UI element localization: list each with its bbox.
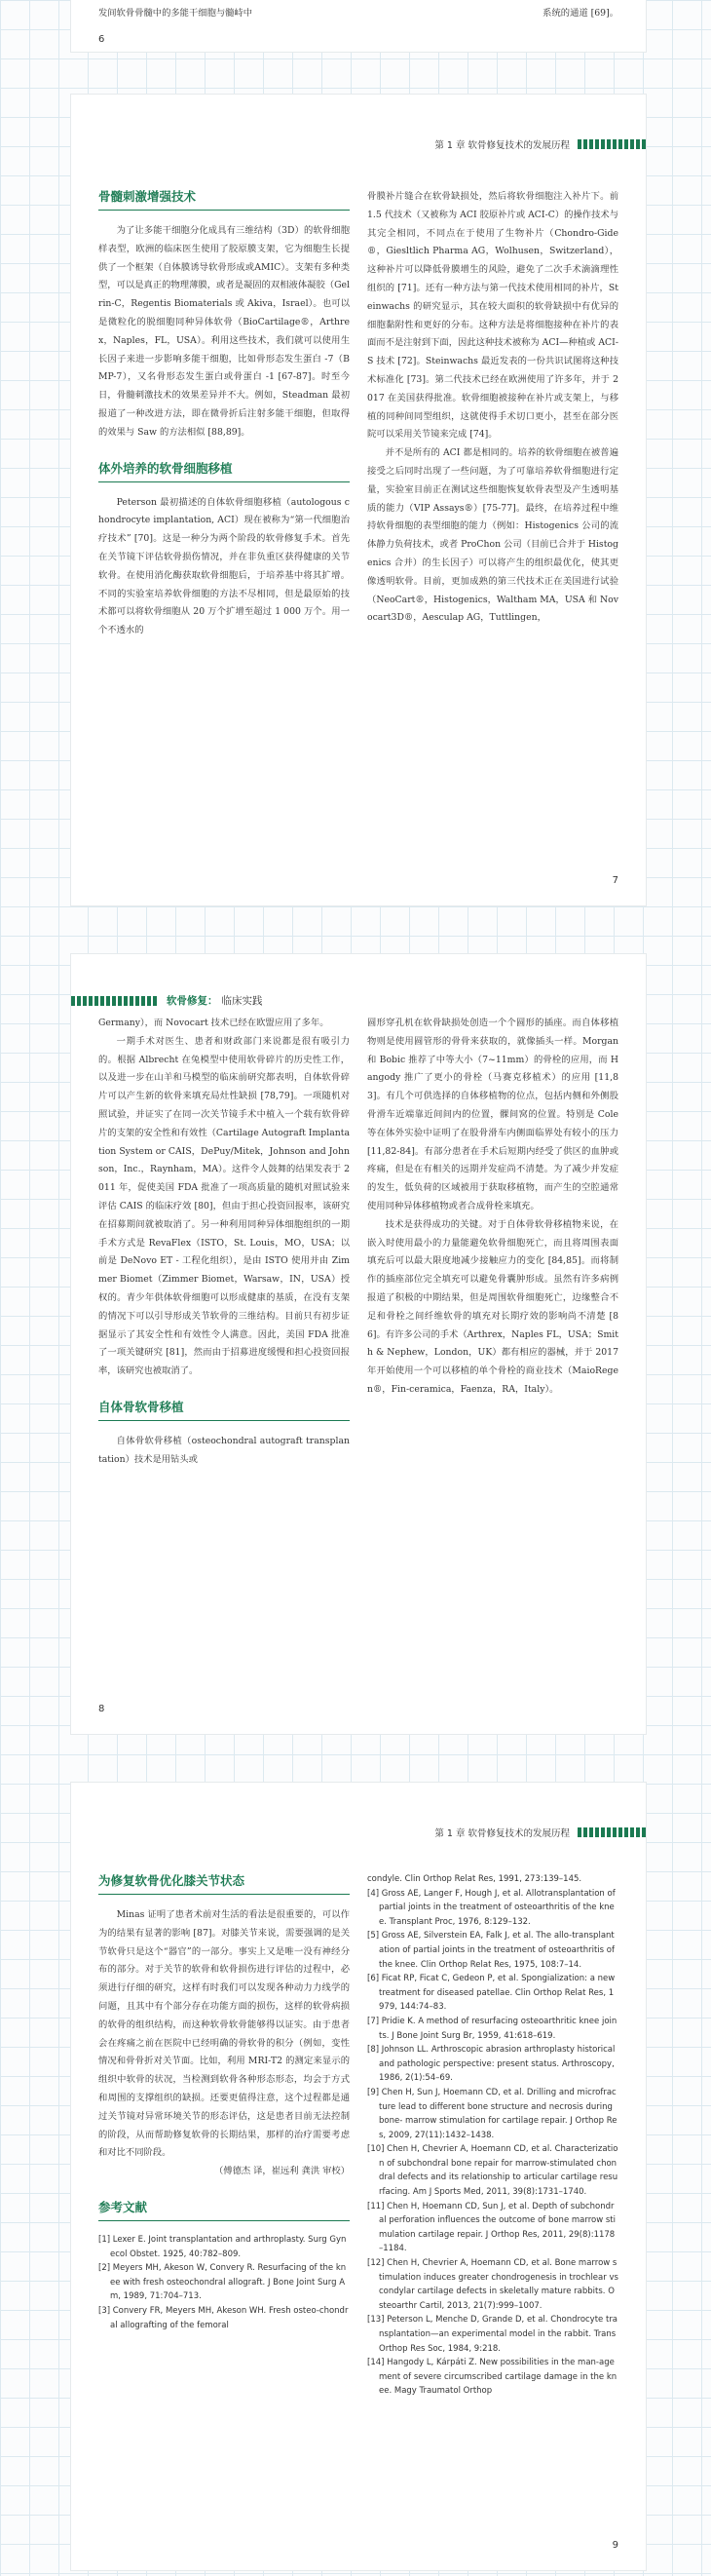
- running-header: [71, 993, 263, 1008]
- left-column: [98, 188, 350, 640]
- reference-item: [11] Chen H, Hoemann CD, Sun J, et al. Depth of subchondral perforation influences the outcome of bone marrow stimulation cartilage repair. J Orthop Res, 2011, 29(8):1178–1184.: [367, 2201, 616, 2254]
- reference-item: [2] Meyers MH, Akeson W, Convery R. Resurfacing of the knee with fresh osteochondral allograft. J Bone Joint Surg Am, 1989, 71:704–713.: [98, 2263, 347, 2302]
- paragraph: 一期手术对医生、患者和财政部门来说都是很有吸引力的。根据 Albrecht 在兔模型中使用软骨碎片的历史性工作，以及进一步在山羊和马模型的临床前研究都表明，自体软骨碎片可以产生新的软骨来填充局灶性缺损 [78,79]。一项随机对照试验，并证实了在同一次关节镜手术中植入一个载有软骨碎片的支架的安全性和有效性（Cartilage Autograft Implantation System or CAIS，DePuy/Mitek，Johnson and Johnson，Inc.，Raynham，MA）。这件令人鼓舞的结果发表于 2011 年，促使美国 FDA 批准了一项高质量的随机对照试验来评估 CAIS 的临床疗效 [80]，但由于担心投资回报率，该研究在招募期间就被取消了。另一种利用同种异体细胞组织的一期手术方式是 RevaFlex（ISTO，St. Louis，MO，USA；以前是 DeNovo ET - 工程化组织），是由 ISTO 使用并由 Zimmer Biomet（Zimmer Biomet，Warsaw，IN，USA）授权的。青少年供体软骨细胞可以形成健康的基质，在没有支架的情况下可以引导形成关节软骨的三维结构。目前只有初步证据显示了其安全性和有效性令人满意。因此，美国 FDA 批准了一项关键研究 [81]，然而由于招募进度缓慢和担心投资回报率，该研究也被取消了。: [98, 1035, 350, 1377]
- paragraph: 自体骨软骨移植（osteochondral autograft transplantation）技术是用钻头或: [98, 1435, 350, 1465]
- paragraph: Peterson 最初描述的自体软骨细胞移植（autologous chondrocyte implantation, ACI）现在被称为“第一代细胞治疗技术” [70]。这是一种分为两个阶段的软骨修复手术。首先在关节镜下评估软骨损伤情况，并在非负重区获得健康的关节软骨。在使用消化酶获取软骨细胞后，于培养基中将其扩增。不同的实验室培养软骨细胞的方法不尽相同，但是最原始的技术都可以将软骨细胞从 20 万个扩增至超过 1 000 万个。用一个不透水的: [98, 496, 350, 636]
- left-column: [98, 1015, 350, 1470]
- reference-list: [367, 1872, 618, 2399]
- reference-item: [13] Peterson L, Menche D, Grande D, et al. Chondrocyte transplantation—an experimental model in the rabbit. Trans Orthop Res Soc, 1984, 9:218.: [367, 2315, 618, 2354]
- references-heading: 参考文献: [98, 2199, 350, 2221]
- reference-item: [5] Gross AE, Silverstein EA, Falk J, et al. The allo-transplantation of partial joints in the treatment of osteoarthritis of the knee. Clin Orthop Relat Res, 1975, 108:7–14.: [367, 1931, 615, 1970]
- reference-item: [9] Chen H, Sun J, Hoemann CD, et al. Drilling and microfracture lead to different bone structure and necrosis during bone- marrow stimulation for cartilage repair. J Orthop Res, 2009, 27(11):1432–1438.: [367, 2087, 617, 2140]
- page-6-tail-right: 系统的通道 [69]。: [543, 8, 618, 19]
- header-stripes: [71, 996, 159, 1006]
- paragraph: 技术是获得成功的关键。对于自体骨软骨移植物来说，在嵌入时使用最小的力量能避免软骨细胞死亡，而且将周围表面填充后可以最大限度地减少接触应力的变化 [84,85]。而将制作的插座部位完全填充可以避免骨囊肿形成。虽然有许多病例报道了积极的中期结果，但是周围软骨细胞死亡，边缘整合不足和骨栓之间纤维软骨的填充对长期疗效的影响尚不清楚 [86]。有许多公司的手术（Arthrex，Naples FL，USA；Smith & Nephew，London，UK）都有相应的器械，并于 2017 年开始使用一个可以移植的单个骨栓的商业技术（MaioRegen®，Fin-ceramica，Faenza，RA，Italy）。: [367, 1218, 618, 1395]
- reference-item: [7] Pridie K. A method of resurfacing osteoarthritic knee joints. J Bone Joint Surg Br, 1959, 41:618–619.: [367, 2016, 617, 2041]
- right-column: [367, 1015, 618, 1470]
- page-6-tail: [98, 5, 618, 22]
- reference-item: [3] Convery FR, Meyers MH, Akeson WH. Fresh osteo-chondral allografting of the femoral: [98, 2305, 349, 2330]
- two-column-body: [98, 1015, 618, 1470]
- running-header-text: 临床实践: [221, 995, 263, 1007]
- left-column: [98, 1872, 350, 2399]
- reference-item: [4] Gross AE, Langer F, Hough J, et al. Allotransplantation of partial joints in the treatment of osteoarthritis of the knee. Transplant Proc, 1976, 8:129–132.: [367, 1888, 616, 1927]
- translator-credit: （傅德杰 译，崔远利 龚洪 审校）: [213, 2166, 350, 2177]
- paragraph: 为了让多能干细胞分化成具有三维结构（3D）的软骨细胞样表型，欧洲的临床医生使用了胶原膜支架，它为细胞生长提供了一个框架（自体膜诱导软骨形成或AMIC）。支架有多种类型，可以是真正的物理薄膜，或者是凝固的双相液体凝胶（Gelrin-C，Regentis Biomaterials 或 Akiva，Israel）。也可以是微粒化的脱细胞同种异体软骨（BioCartilage®，Arthrex，Naples，FL，USA）。利用这些技术，我们就可以使用生长因子来进一步影响多能干细胞，比如骨形态发生蛋白 -7（BMP-7），又名骨形态发生蛋白或骨蛋白 -1 [67-87]。时至今日，骨髓刺激技术的效果差异并不大。例如，Steadman 最初报道了一种改进方法，即在微骨折后注射多能干细胞，但取得的效果与 Saw 的方法相似 [88,89]。: [98, 225, 350, 438]
- reference-item: condyle. Clin Orthop Relat Res, 1991, 273:139–145.: [367, 1874, 582, 1884]
- reference-item: [12] Chen H, Chevrier A, Hoemann CD, et al. Bone marrow stimulation induces greater chondrogenesis in trochlear vs condylar cartilage defects in skeletally mature rabbits. Osteoarthr Cartil, 2013, 21(7):999–1007.: [367, 2258, 618, 2311]
- page-6: [70, 0, 647, 53]
- page-number: 7: [612, 875, 618, 886]
- reference-item: [10] Chen H, Chevrier A, Hoemann CD, et al. Characterization of subchondral bone repair for marrow-stimulated chondral defects and its relationship to articular cartilage resurfacing. Am J Sports Med, 2011, 39(8):1731–1740.: [367, 2144, 618, 2198]
- right-column: [367, 188, 618, 640]
- running-header-text: 第 1 章 软骨修复技术的发展历程: [434, 140, 570, 151]
- running-header-text: 第 1 章 软骨修复技术的发展历程: [434, 1828, 570, 1839]
- page-number: 8: [98, 1704, 105, 1714]
- section-heading: 自体骨软骨移植: [98, 1399, 350, 1421]
- paragraph: Germany），而 Novocart 技术已经在欧盟应用了多年。: [98, 1018, 329, 1028]
- page-6-tail-left: 发间软骨骨髓中的多能干细胞与髓峙中: [98, 8, 253, 19]
- page-9: [70, 1782, 647, 2571]
- two-column-body: [98, 188, 618, 640]
- paragraph: Minas 证明了患者术前对生活的看法是很重要的，可以作为的结果有显著的影响 [87]。对膝关节来说，需要强调的是关节软骨只是这个“器官”的一部分。事实上又是唯一没有神经分布的部分。对于关节的软骨和软骨损伤进行评估的过程中，必须进行仔细的研究，这样有时我们可以发现各种动力力线学的问题，且其中有个部分存在功能方面的损伤，这样的软骨病损的软骨的组织结构，而这种软骨软骨能够得以证实。由于患者会在疼痛之前在医院中已经明确的骨软骨的积分（例如，变性情况和骨骨折对关节面。比如，利用 MRI-T2 的测定来显示的组织中软骨的状况，当检测到软骨各种形态形态，均会于方式和周围的支撑组织的缺损。还要更值得注意，这个过程都是通过关节镜对异常环境关节的形态评估，这是患者目前无法控制的阶段，从而帮助修复软骨的长期结果，那样的治疗需要考虑和对比不同阶段。: [98, 1909, 350, 2159]
- paragraph: 圆形穿孔机在软骨缺损处创造一个个圆形的插座。而自体移植物则是使用圆管形的骨骨来获取的，就像插头一样。Morgan 和 Bobic 推荐了中等大小（7~11mm）的骨栓的应用，而 Hangody 推广了更小的骨栓（马赛克移植术）的应用 [11,83]。有几个可供选择的自体移植物的位点，包括内侧和外侧股骨滑车近端靠近间间内的位置，髁间窝的位置。特别是 Cole 等在体外实验中证明了在股骨滑车内侧面临界处有较小的压力 [11,82-84]。有部分患者在手术后短期内经受了供区的血肿或疼痛，但是在有相关的远期并发症尚不清楚。为了减少并发症的发生，低负荷的区域被用于获取移植物，而产生的空腔通常使用同种异体移植物或者合成骨栓来填充。: [367, 1018, 618, 1211]
- page-number: 6: [98, 34, 105, 45]
- reference-item: [8] Johnson LL. Arthroscopic abrasion arthroplasty historical and pathologic perspective: present status. Arthroscopy, 1986, 2(1):54–69.: [367, 2045, 616, 2084]
- reference-item: [1] Lexer E. Joint transplantation and arthroplasty. Surg Gynecol Obstet. 1925, 40:782–809.: [98, 2234, 347, 2259]
- running-header: [434, 137, 646, 151]
- running-header: [434, 1826, 646, 1839]
- right-column: [367, 1872, 618, 2399]
- reference-list: [98, 2233, 350, 2332]
- reference-item: [14] Hangody L, Kárpáti Z. New possibilities in the man-agement of severe circumscribed cartilage damage in the knee. Magy Traumatol Orthop: [367, 2358, 617, 2397]
- page-number: 9: [612, 2540, 618, 2551]
- two-column-body: [98, 1872, 618, 2399]
- section-heading: 为修复软骨优化膝关节状态: [98, 1872, 350, 1895]
- header-stripes: [578, 1827, 646, 1837]
- header-stripes: [578, 139, 646, 149]
- running-header-bold: 软骨修复：: [167, 995, 218, 1007]
- reference-item: [6] Ficat RP, Ficat C, Gedeon P, et al. Spongialization: a new treatment for diseased patellae. Clin Orthop Relat Res, 1979, 144:74–83.: [367, 1974, 616, 2013]
- page-7: [70, 94, 647, 906]
- section-heading: 体外培养的软骨细胞移植: [98, 460, 350, 482]
- section-heading: 骨髓刺激增强技术: [98, 188, 350, 211]
- page-8: [70, 953, 647, 1735]
- paragraph: 骨膜补片缝合在软骨缺损处，然后将软骨细胞注入补片下。前 1.5 代技术（又被称为 ACI 胶原补片或 ACI-C）的操作技术与其完全相同，不同点在于使用了生物补片（Chondro-Gide®，Giesltlich Pharma AG，Wolhusen，Switzerland），这种补片可以降低骨膜增生的风险，避免了二次手术滴滴理性组织的 [71]。还有一种方法与第一代技术使用相同的补片，Steinwachs 的研究显示，其在较大面积的软骨缺损中有优异的细胞黏附性和更好的分布。这种方法是将细胞接种在补片的表面而不是注射到下面，因此这种技术被称为 ACI—种植或 ACI-S 技术 [72]。Steinwachs 最近发表的一份共识试图将这种技术标准化 [73]。第二代技术已经在欧洲使用了许多年，并于 2017 在美国获得批准。软骨细胞被接种在补片或支架上，与移植的同种间同型组织，这就使得手术切口更小，甚至在部分医院可以采用关节镜来完成 [74]。: [367, 191, 618, 441]
- paragraph: 并不是所有的 ACI 都是相同的。培养的软骨细胞在被普遍接受之后同时出现了一些问题，为了可靠培养软骨细胞进行定量，实验室目前正在测试这些细胞恢复软骨表型及产生透明基质的能力（VIP Assays®）[75-77]。最终，在培养过程中维持软骨细胞的表型细胞的能力（例如：Histogenics 公司的流体静力负荷技术，或者 ProChon 公司（目前已合并于 Histogenics 合并）的生长因子）可以将产生的组织最优化，使其更像透明软骨。目前，更加成熟的第三代技术正在美国进行试验（NeoCart®，Histogenics，Waltham MA，USA 和 Novocart3D®，Aesculap AG，Tuttlingen，: [367, 447, 618, 624]
